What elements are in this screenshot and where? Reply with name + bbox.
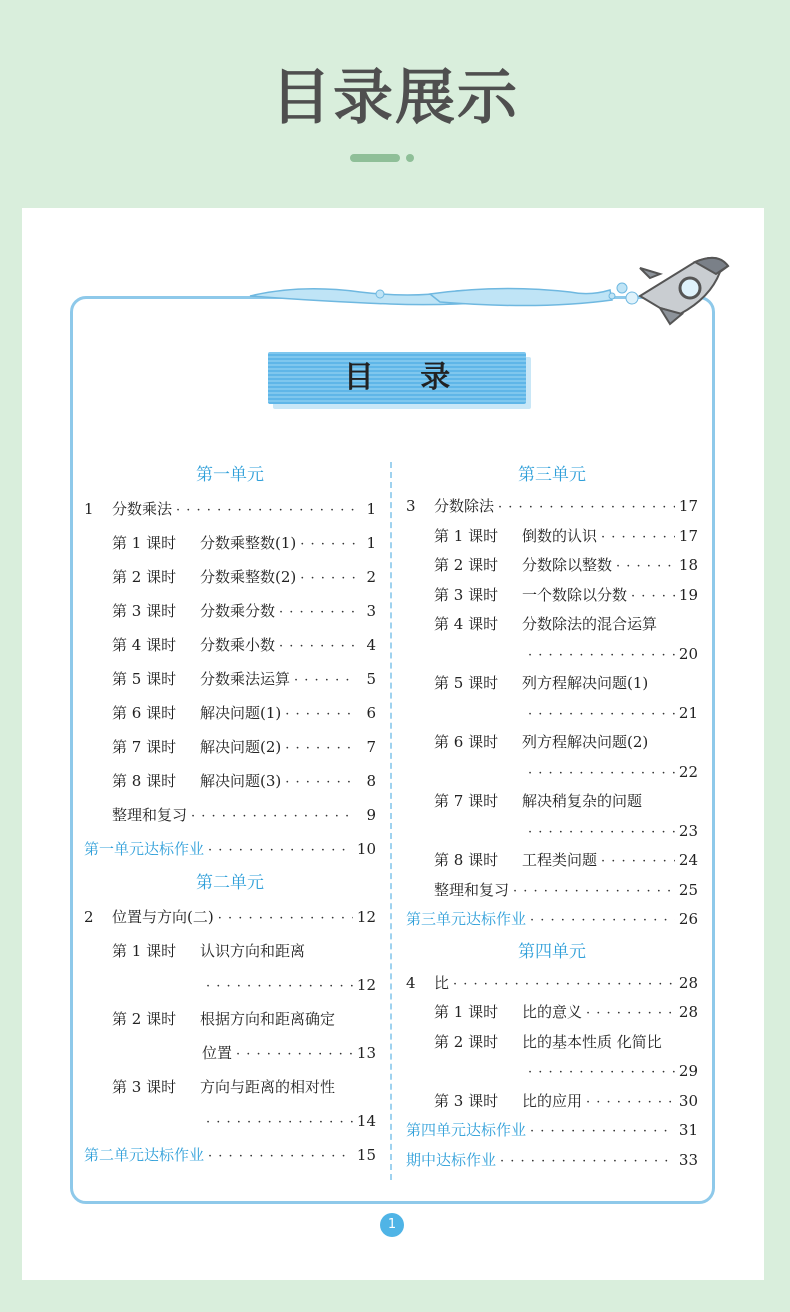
leader-dots bbox=[206, 970, 353, 1002]
page-ref: 1 bbox=[366, 500, 376, 518]
leader-dots bbox=[294, 664, 356, 696]
leader-dots bbox=[528, 641, 675, 670]
page-ref: 17 bbox=[678, 497, 698, 515]
review-entry[interactable]: 整理和复习 · · · 9 bbox=[84, 798, 376, 832]
leader-dots bbox=[601, 847, 675, 876]
lesson-entry[interactable]: 第 1 课时 分数乘整数(1) · · · 1 bbox=[84, 526, 376, 560]
page-ref: 17 bbox=[678, 526, 698, 545]
lesson-entry[interactable]: 第 6 课时 解决问题(1) · · · 6 bbox=[84, 696, 376, 730]
leader-dots bbox=[586, 999, 675, 1028]
lesson-entry-continuation[interactable] bbox=[406, 758, 698, 788]
leader-dots bbox=[530, 906, 675, 935]
page-ref: 9 bbox=[366, 806, 376, 824]
page-ref: 5 bbox=[366, 670, 376, 688]
leader-dots bbox=[528, 700, 675, 729]
page-ref: 10 bbox=[356, 840, 376, 858]
page-ref: 28 bbox=[678, 1003, 698, 1021]
lesson-entry[interactable]: 第 8 课时 解决问题(3) · · · 8 bbox=[84, 764, 376, 798]
unit-homework-entry[interactable]: 第一单元达标作业 · · · 10 bbox=[84, 832, 376, 866]
lesson-entry[interactable]: 第 5 课时 列方程解决问题(1) bbox=[434, 674, 649, 692]
lesson-entry[interactable]: 第 5 课时 分数乘法运算 · · · 5 bbox=[84, 662, 376, 696]
lesson-entry-continuation[interactable] bbox=[406, 817, 698, 847]
lesson-entry[interactable]: 第 1 课时 倒数的认识 · · · 17 bbox=[406, 522, 698, 552]
leader-dots bbox=[300, 562, 356, 594]
page-ref: 33 bbox=[678, 1150, 698, 1169]
unit-title: 第三单元 bbox=[518, 465, 586, 485]
lesson-entry-continuation[interactable] bbox=[84, 968, 376, 1002]
lesson-entry[interactable]: 第 8 课时 工程类问题 · · · 24 bbox=[406, 846, 698, 876]
page-ref: 19 bbox=[678, 585, 698, 604]
unit-title: 第一单元 bbox=[196, 465, 264, 485]
unit-title: 第四单元 bbox=[518, 941, 586, 962]
leader-dots bbox=[206, 1106, 353, 1138]
review-entry[interactable]: 整理和复习 · · · 25 bbox=[406, 876, 698, 906]
leader-dots bbox=[601, 523, 675, 552]
leader-dots bbox=[528, 759, 675, 788]
unit-title: 第二单元 bbox=[196, 873, 264, 893]
toc-right-column bbox=[406, 458, 698, 1175]
leader-dots bbox=[191, 800, 356, 832]
page-ref: 29 bbox=[678, 1062, 698, 1080]
leader-dots bbox=[500, 1147, 675, 1176]
page-ref: 31 bbox=[678, 1121, 698, 1139]
leader-dots bbox=[528, 1058, 675, 1087]
lesson-entry[interactable]: 第 6 课时 列方程解决问题(2) bbox=[434, 733, 649, 751]
leader-dots bbox=[285, 732, 356, 764]
lesson-entry-continuation[interactable] bbox=[84, 1104, 376, 1138]
page-ref: 14 bbox=[356, 1112, 376, 1130]
page-ref: 12 bbox=[356, 976, 376, 994]
lesson-entry-continuation[interactable] bbox=[406, 640, 698, 670]
lesson-entry[interactable]: 第 3 课时 分数乘分数 · · · 3 bbox=[84, 594, 376, 628]
unit-homework-entry[interactable]: 第二单元达标作业 · · · 15 bbox=[84, 1138, 376, 1172]
page-ref: 3 bbox=[366, 602, 376, 620]
page-ref: 21 bbox=[678, 703, 698, 722]
page-ref: 4 bbox=[366, 636, 376, 654]
page-ref: 7 bbox=[366, 738, 376, 756]
leader-dots bbox=[279, 596, 356, 628]
page-ref: 1 bbox=[366, 534, 376, 552]
lesson-entry[interactable]: 第 2 课时 分数除以整数 · · · 18 bbox=[406, 551, 698, 581]
leader-dots bbox=[208, 1140, 353, 1172]
lesson-entry[interactable]: 第 1 课时 比的意义 · · · 28 bbox=[406, 998, 698, 1028]
chapter-entry[interactable]: 4 比 · · · 28 bbox=[406, 969, 698, 999]
lesson-entry[interactable]: 第 7 课时 解决稍复杂的问题 bbox=[434, 792, 643, 810]
page-ref: 24 bbox=[678, 851, 698, 869]
page-ref: 18 bbox=[678, 556, 698, 574]
leader-dots bbox=[300, 528, 356, 560]
page-ref: 8 bbox=[366, 772, 376, 790]
leader-dots bbox=[236, 1038, 353, 1070]
unit-homework-entry[interactable]: 第四单元达标作业 · · · 31 bbox=[406, 1116, 698, 1146]
column-divider bbox=[390, 462, 392, 1180]
lesson-entry-continuation[interactable]: 位置 · · · 13 bbox=[84, 1036, 376, 1070]
lesson-entry[interactable]: 第 3 课时 方向与距离的相对性 bbox=[112, 1078, 336, 1096]
lesson-entry[interactable]: 第 7 课时 解决问题(2) · · · 7 bbox=[84, 730, 376, 764]
leader-dots bbox=[218, 902, 353, 934]
chapter-entry[interactable]: 3 分数除法 · · · 17 bbox=[406, 492, 698, 522]
lesson-entry[interactable]: 第 4 课时 分数乘小数 · · · 4 bbox=[84, 628, 376, 662]
page-ref: 26 bbox=[678, 910, 698, 928]
page-ref: 22 bbox=[678, 762, 698, 781]
toc-left-column bbox=[84, 458, 376, 1172]
leader-dots bbox=[498, 493, 675, 522]
page-ref: 23 bbox=[678, 821, 698, 840]
lesson-entry[interactable]: 第 2 课时 比的基本性质 化简比 bbox=[434, 1032, 662, 1051]
page-ref: 25 bbox=[678, 880, 698, 899]
page-ref: 12 bbox=[356, 908, 376, 926]
leader-dots bbox=[453, 970, 675, 999]
leader-dots bbox=[279, 630, 356, 662]
page-ref: 6 bbox=[366, 704, 376, 722]
leader-dots bbox=[586, 1088, 675, 1117]
lesson-entry[interactable]: 第 2 课时 分数乘整数(2) · · · 2 bbox=[84, 560, 376, 594]
chapter-entry[interactable]: 1 分数乘法 · · · 1 bbox=[84, 492, 376, 526]
page-number-badge: 1 bbox=[380, 1213, 404, 1237]
leader-dots bbox=[285, 766, 356, 798]
lesson-entry[interactable]: 第 4 课时 分数除法的混合运算 bbox=[434, 615, 658, 633]
chapter-entry[interactable]: 2 位置与方向(二) · · · 12 bbox=[84, 900, 376, 934]
leader-dots bbox=[528, 818, 675, 847]
page-title: 目录展示 bbox=[271, 63, 519, 133]
leader-dots bbox=[616, 552, 675, 581]
page-ref: 30 bbox=[678, 1091, 698, 1110]
rocket-icon bbox=[240, 248, 740, 328]
lesson-entry-continuation[interactable] bbox=[406, 699, 698, 729]
toc-banner: 目 录 bbox=[268, 352, 526, 404]
lesson-entry[interactable]: 第 3 课时 比的应用 · · · 30 bbox=[406, 1087, 698, 1117]
leader-dots bbox=[285, 698, 356, 730]
page-ref: 13 bbox=[356, 1044, 376, 1062]
title-underline-decoration bbox=[350, 152, 440, 164]
unit-homework-entry[interactable]: 第三单元达标作业 · · · 26 bbox=[406, 905, 698, 935]
lesson-entry[interactable]: 第 3 课时 一个数除以分数 · · · 19 bbox=[406, 581, 698, 611]
page-ref: 2 bbox=[366, 568, 376, 586]
page-ref: 20 bbox=[678, 644, 698, 663]
leader-dots bbox=[530, 1117, 675, 1146]
leader-dots bbox=[208, 834, 353, 866]
leader-dots bbox=[513, 877, 675, 906]
lesson-entry[interactable]: 第 1 课时 认识方向和距离 bbox=[112, 942, 306, 960]
lesson-entry-continuation[interactable] bbox=[406, 1057, 698, 1087]
lesson-entry[interactable]: 第 2 课时 根据方向和距离确定 bbox=[112, 1010, 336, 1028]
page-ref: 28 bbox=[678, 973, 698, 992]
midterm-homework-entry[interactable]: 期中达标作业 · · · 33 bbox=[406, 1146, 698, 1176]
page-ref: 15 bbox=[356, 1146, 376, 1164]
leader-dots bbox=[631, 582, 675, 611]
leader-dots bbox=[176, 494, 356, 526]
